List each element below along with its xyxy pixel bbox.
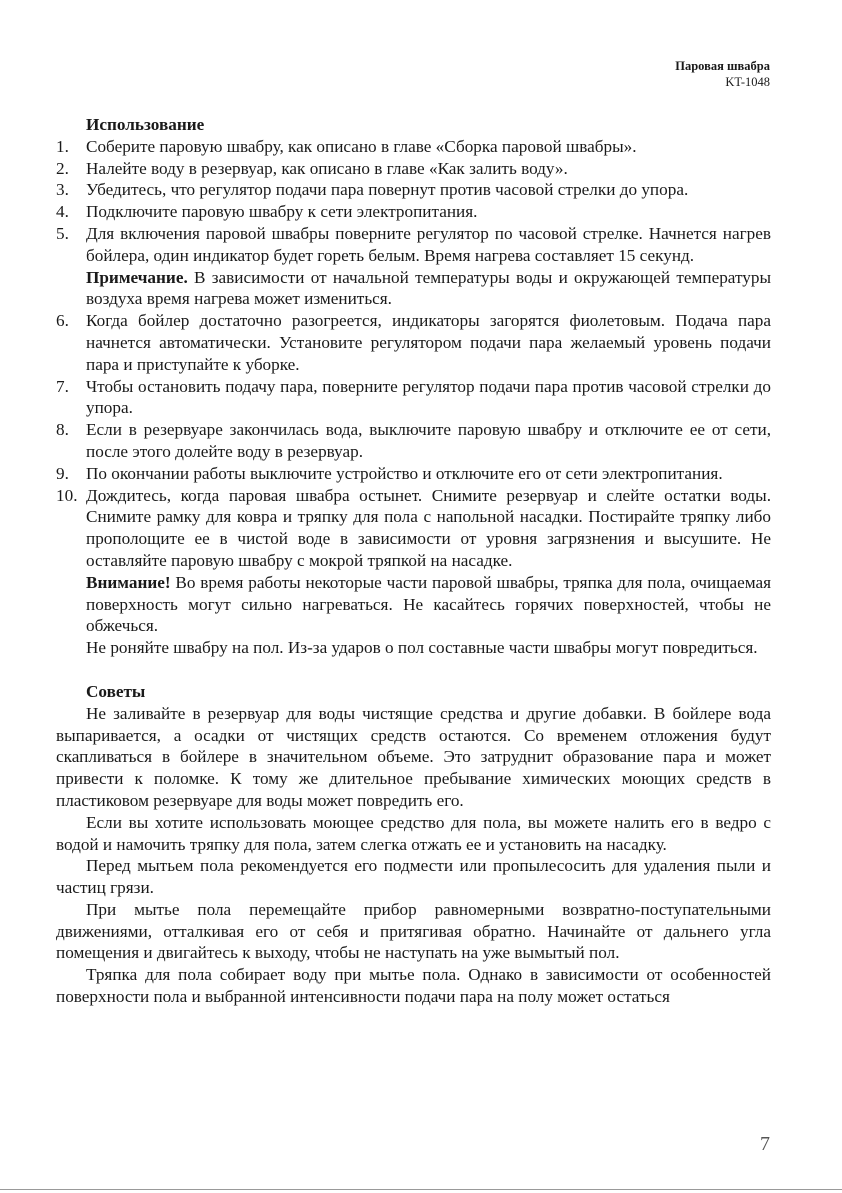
page-header xyxy=(675,58,770,90)
list-item xyxy=(56,136,771,158)
step-number: 2. xyxy=(56,158,69,178)
warning-extra-paragraph: Не роняйте швабру на пол. Из-за ударов о пол составные части швабры могут повредиться. xyxy=(86,638,758,658)
list-item xyxy=(56,179,771,201)
step-number: 8. xyxy=(56,420,69,440)
list-item xyxy=(56,223,771,267)
note-label: Примечание. xyxy=(86,267,188,287)
step-number: 10. xyxy=(56,485,78,505)
page-content xyxy=(56,114,771,1008)
step-text: Подключите паровую швабру к сети электропитания. xyxy=(86,202,478,222)
usage-steps-list xyxy=(56,136,771,267)
tips-paragraph: Если вы хотите использовать моющее средство для пола, вы можете налить его в ведро с водой и намочить тряпку для пола, затем слегка отжать ее и установить на насадку. xyxy=(56,812,771,854)
page-number: 7 xyxy=(760,1133,770,1155)
step-text: Соберите паровую швабру, как описано в главе «Сборка паровой швабры». xyxy=(86,136,637,156)
step-number: 4. xyxy=(56,202,69,222)
note-text: В зависимости от начальной температуры воды и окружающей температуры воздуха время нагрева может измениться. xyxy=(86,267,771,309)
step-number: 3. xyxy=(56,180,69,200)
list-item xyxy=(56,310,771,375)
step-number: 7. xyxy=(56,376,69,396)
header-model: KT-1048 xyxy=(725,75,770,89)
tips-paragraph: Тряпка для пола собирает воду при мытье пола. Однако в зависимости от особенностей поверхности пола и выбранной интенсивности подачи пара на полу может остаться xyxy=(56,965,771,1007)
warning-paragraph xyxy=(56,572,771,637)
step-text: По окончании работы выключите устройство и отключите его от сети электропитания. xyxy=(86,463,723,483)
step-text: Когда бойлер достаточно разогреется, индикаторы загорятся фиолетовым. Подача пара начнется автоматически. Установите регулятором подачи пара желаемый уровень подачи пара и приступайте к уборке. xyxy=(86,311,771,374)
warning-text: Во время работы некоторые части паровой швабры, тряпка для пола, очищаемая поверхность могут сильно нагреваться. Не касайтесь горячих поверхностей, чтобы не обжечься. xyxy=(86,572,771,636)
section-gap xyxy=(56,659,771,681)
step-number: 5. xyxy=(56,223,69,243)
usage-steps-list-continued xyxy=(56,310,771,572)
step-number: 9. xyxy=(56,463,69,483)
note-paragraph xyxy=(56,267,771,311)
list-item xyxy=(56,463,771,485)
page-bottom-divider xyxy=(0,1189,842,1190)
step-text: Убедитесь, что регулятор подачи пара повернут против часовой стрелки до упора. xyxy=(86,180,689,200)
tips-paragraph: Не заливайте в резервуар для воды чистящие средства и другие добавки. В бойлере вода выпаривается, а осадки от чистящих средств остаются. Со временем отложения будут скапливаться в бойлере в значительном объеме. Это затруднит образование пара и может привести к поломке. К тому же длительное пребывание химических моющих средств в пластиковом резервуаре для воды может повредить его. xyxy=(56,703,771,810)
step-number: 6. xyxy=(56,311,69,331)
tips-paragraph: Перед мытьем пола рекомендуется его подмести или пропылесосить для удаления пыли и частиц грязи. xyxy=(56,856,771,898)
list-item xyxy=(56,419,771,463)
step-text: Если в резервуаре закончилась вода, выключите паровую швабру и отключите ее от сети, после этого долейте воду в резервуар. xyxy=(86,420,771,461)
list-item xyxy=(56,201,771,223)
warning-label: Внимание! xyxy=(86,572,171,592)
list-item xyxy=(56,158,771,180)
tips-section-title: Советы xyxy=(86,681,146,701)
list-item xyxy=(56,485,771,572)
step-text: Налейте воду в резервуар, как описано в главе «Как залить воду». xyxy=(86,158,568,178)
tips-paragraph: При мытье пола перемещайте прибор равномерными возвратно-поступательными движениями, отталкивая его от себя и притягивая обратно. Начинайте от дальнего угла помещения и двигайтесь к выходу, чтобы не наступать на уже вымытый пол. xyxy=(56,899,771,963)
step-text: Для включения паровой швабры поверните регулятор по часовой стрелке. Начнется нагрев бойлера, один индикатор будет гореть белым. Время нагрева составляет 15 секунд. xyxy=(86,223,771,265)
step-text: Чтобы остановить подачу пара, поверните регулятор подачи пара против часовой стрелки до упора. xyxy=(86,376,771,418)
step-text: Дождитесь, когда паровая швабра остынет. Снимите резервуар и слейте остатки воды. Снимите рамку для ковра и тряпку для пола с напольной насадки. Постирайте тряпку либо прополощите ее в чистой воде в зависимости от уровня загрязнения и высушите. Не оставляйте паровую швабру с мокрой тряпкой на насадке. xyxy=(86,485,771,570)
header-title: Паровая швабра xyxy=(675,59,770,73)
list-item xyxy=(56,376,771,420)
step-number: 1. xyxy=(56,136,69,156)
usage-section-title: Использование xyxy=(86,115,205,134)
